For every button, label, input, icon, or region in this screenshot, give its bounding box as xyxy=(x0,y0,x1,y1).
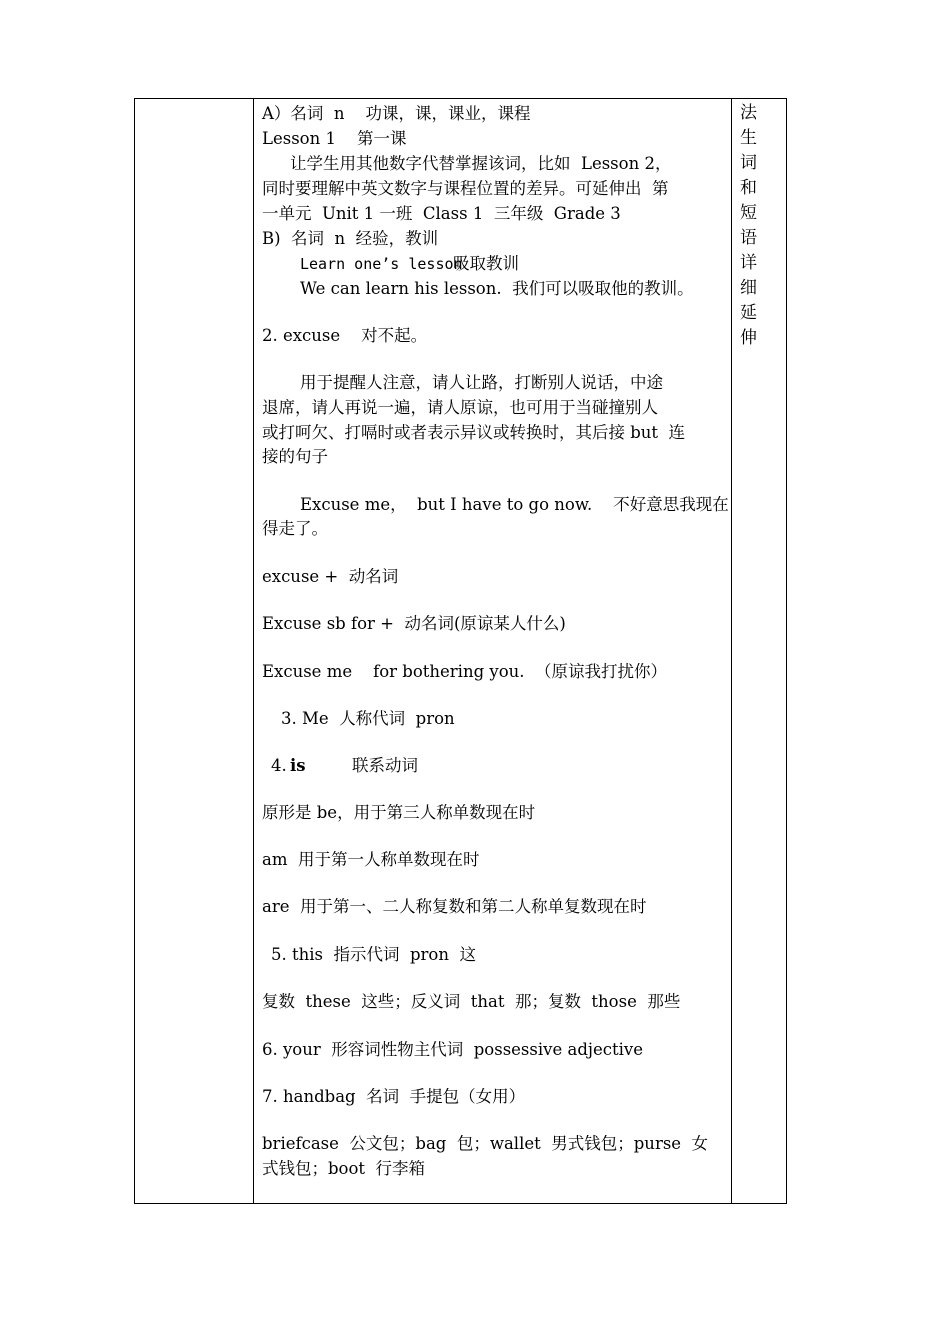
content-line: 联系动词 xyxy=(352,756,418,775)
side-note-char: 详 xyxy=(740,253,757,273)
content-line: Excuse me， but I have to go now. 不好意思我现在 xyxy=(300,495,729,514)
content-line: 吸取教训 xyxy=(453,254,519,273)
content-line: 或打呵欠、打嗝时或者表示异议或转换时，其后接 but 连 xyxy=(262,423,686,442)
content-line: 原形是 be，用于第三人称单数现在时 xyxy=(262,803,536,822)
content-line: Excuse me for bothering you. （原谅我打扰你） xyxy=(262,662,667,681)
content-line: 2. excuse 对不起。 xyxy=(262,326,428,345)
content-line: am 用于第一人称单数现在时 xyxy=(262,850,480,869)
side-note-column xyxy=(732,99,786,1203)
content-line: Learn one’s lesson xyxy=(300,255,463,273)
content-line: Excuse sb for + 动名词(原谅某人什么) xyxy=(262,614,566,633)
content-line: are 用于第一、二人称复数和第二人称单复数现在时 xyxy=(262,897,647,916)
content-line: Lesson 1 第一课 xyxy=(262,129,407,148)
side-note-char: 延 xyxy=(740,303,757,323)
side-note-char: 词 xyxy=(740,153,757,173)
side-note-char: 伸 xyxy=(740,328,757,348)
side-note-char: 细 xyxy=(740,278,757,298)
content-line: We can learn his lesson. 我们可以吸取他的教训。 xyxy=(300,279,694,298)
content-line: is xyxy=(290,756,306,775)
content-line: 同时要理解中英文数字与课程位置的差异。可延伸出 第 xyxy=(262,179,669,198)
content-line: 5. this 指示代词 pron 这 xyxy=(271,945,476,964)
content-line: 6. your 形容词性物主代词 possessive adjective xyxy=(262,1040,643,1059)
left-empty-column xyxy=(135,99,254,1203)
side-note-char: 和 xyxy=(740,178,757,198)
content-line: 复数 these 这些；反义词 that 那；复数 those 那些 xyxy=(262,992,681,1011)
side-note-char: 语 xyxy=(740,228,757,248)
content-line: 退席，请人再说一遍，请人原谅，也可用于当碰撞别人 xyxy=(262,398,658,417)
side-note-char: 生 xyxy=(740,128,757,148)
content-line: 4. xyxy=(271,756,292,775)
content-line: 得走了。 xyxy=(262,519,328,538)
document-table xyxy=(134,98,787,1204)
content-line: 接的句子 xyxy=(262,447,328,466)
content-line: B) 名词 n 经验，教训 xyxy=(262,229,439,248)
content-line: 让学生用其他数字代替掌握该词，比如 Lesson 2， xyxy=(290,154,672,173)
content-line: 一单元 Unit 1 一班 Class 1 三年级 Grade 3 xyxy=(262,204,621,223)
content-line: 7. handbag 名词 手提包（女用） xyxy=(262,1087,526,1106)
content-line: A）名词 n 功课，课，课业，课程 xyxy=(262,104,531,123)
content-line: 3. Me 人称代词 pron xyxy=(281,709,455,728)
content-line: briefcase 公文包；bag 包；wallet 男式钱包；purse 女 xyxy=(262,1134,709,1153)
content-line: 用于提醒人注意，请人让路，打断别人说话，中途 xyxy=(300,373,663,392)
side-note-char: 法 xyxy=(740,103,757,123)
content-line: 式钱包；boot 行李箱 xyxy=(262,1159,426,1178)
side-note-char: 短 xyxy=(740,203,757,223)
main-content-column xyxy=(254,99,732,1203)
content-line: excuse + 动名词 xyxy=(262,567,399,586)
